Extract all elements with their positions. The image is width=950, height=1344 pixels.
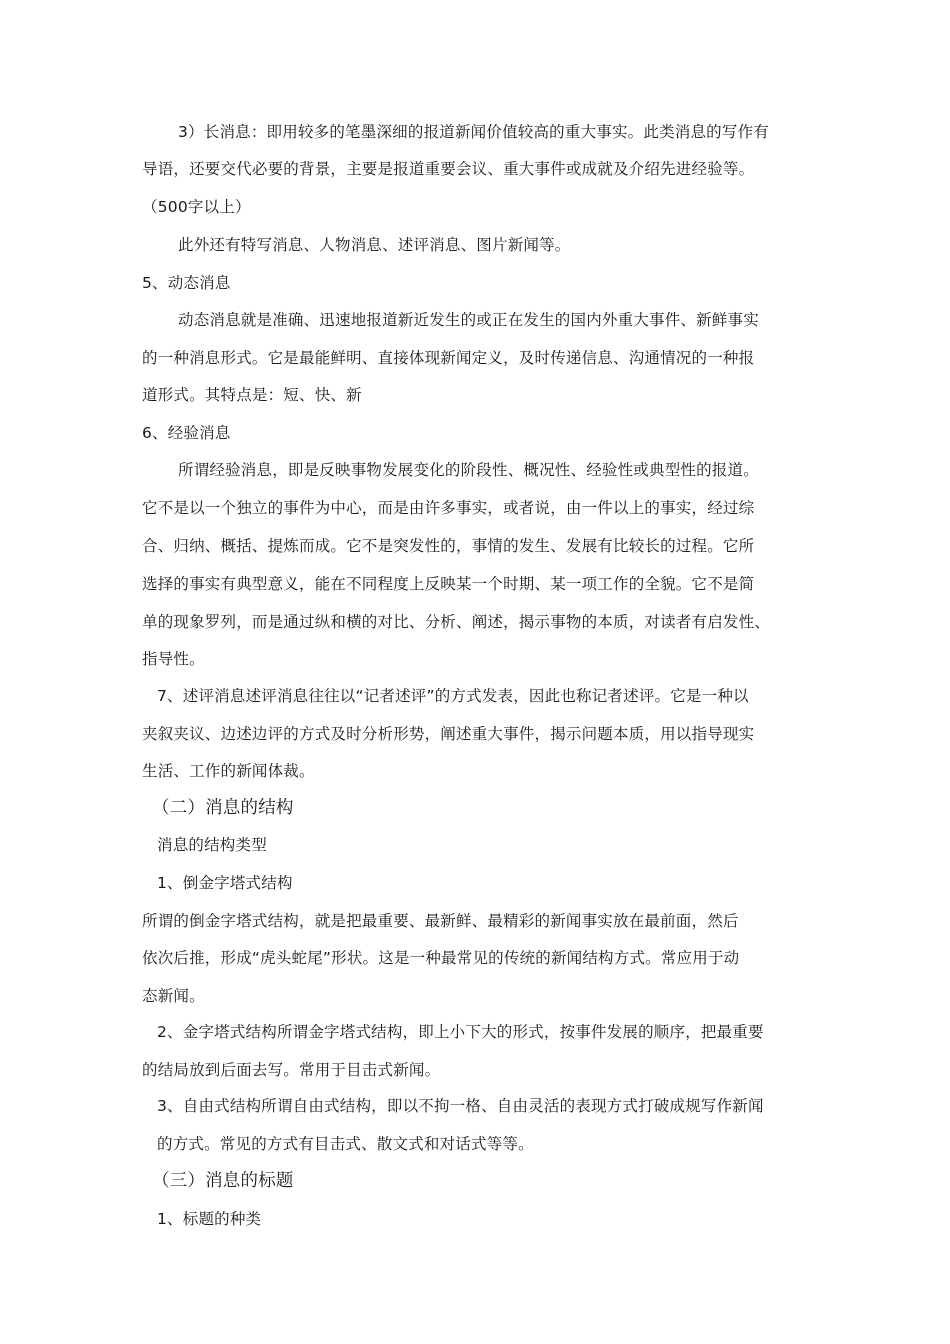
paragraph-long-news-line-3: （500字以上） <box>142 198 251 216</box>
paragraph-inverted-pyramid-line-3: 态新闻。 <box>142 987 205 1005</box>
paragraph-long-news-line-2: 导语，还要交代必要的背景，主要是报道重要会议、重大事件或成就及介绍先进经验等。 <box>142 160 755 178</box>
paragraph-experience-news-line-4: 选择的事实有典型意义，能在不同程度上反映某一个时期、某一项工作的全貌。它不是简 <box>142 575 755 593</box>
paragraph-pyramid-line-2: 的结局放到后面去写。常用于目击式新闻。 <box>142 1061 441 1079</box>
paragraph-dynamic-news-line-2: 的一种消息形式。它是最能鲜明、直接体现新闻定义，及时传递信息、沟通情况的一种报 <box>142 349 755 367</box>
heading-experience-news: 6、经验消息 <box>142 424 231 442</box>
heading-inverted-pyramid: 1、倒金字塔式结构 <box>157 874 293 892</box>
paragraph-commentary-news-line-2: 夹叙夹议、边述边评的方式及时分析形势，阐述重大事件，揭示问题本质，用以指导现实 <box>142 725 755 743</box>
paragraph-experience-news-line-5: 单的现象罗列，而是通过纵和横的对比、分析、阐述，揭示事物的本质，对读者有启发性、 <box>142 613 771 631</box>
paragraph-experience-news-line-3: 合、归纳、概括、提炼而成。它不是突发性的，事情的发生、发展有比较长的过程。它所 <box>142 537 755 555</box>
paragraph-commentary-news-line-3: 生活、工作的新闻体裁。 <box>142 762 315 780</box>
paragraph-experience-news-line-1: 所谓经验消息，即是反映事物发展变化的阶段性、概况性、经验性或典型性的报道。 <box>178 461 759 479</box>
heading-title-types: 1、标题的种类 <box>157 1210 262 1228</box>
section-heading-structure: （二）消息的结构 <box>152 798 294 818</box>
paragraph-experience-news-line-2: 它不是以一个独立的事件为中心，而是由许多事实，或者说，由一件以上的事实，经过综 <box>142 499 755 517</box>
paragraph-inverted-pyramid-line-1: 所谓的倒金字塔式结构，就是把最重要、最新鲜、最精彩的新闻事实放在最前面，然后 <box>142 912 739 930</box>
paragraph-free-style-line-2: 的方式。常见的方式有目击式、散文式和对话式等等。 <box>157 1135 534 1153</box>
paragraph-dynamic-news-line-1: 动态消息就是准确、迅速地报道新近发生的或正在发生的国内外重大事件、新鲜事实 <box>178 311 759 329</box>
paragraph-inverted-pyramid-line-2: 依次后推，形成“虎头蛇尾”形状。这是一种最常见的传统的新闻结构方式。常应用于动 <box>142 949 740 967</box>
paragraph-pyramid-line-1: 2、金字塔式结构所谓金字塔式结构，即上小下大的形式，按事件发展的顺序，把最重要 <box>157 1023 764 1041</box>
paragraph-commentary-news-line-1: 7、述评消息述评消息往往以“记者述评”的方式发表，因此也称记者述评。它是一种以 <box>157 687 749 705</box>
structure-types-label: 消息的结构类型 <box>157 836 267 854</box>
paragraph-dynamic-news-line-3: 道形式。其特点是：短、快、新 <box>142 386 362 404</box>
heading-dynamic-news: 5、动态消息 <box>142 274 231 292</box>
paragraph-other-types: 此外还有特写消息、人物消息、述评消息、图片新闻等。 <box>178 236 571 254</box>
paragraph-long-news-line-1: 3）长消息：即用较多的笔墨深细的报道新闻价值较高的重大事实。此类消息的写作有 <box>178 123 769 141</box>
paragraph-free-style-line-1: 3、自由式结构所谓自由式结构，即以不拘一格、自由灵活的表现方式打破成规写作新闻 <box>157 1097 764 1115</box>
section-heading-title: （三）消息的标题 <box>152 1171 294 1191</box>
paragraph-experience-news-line-6: 指导性。 <box>142 650 205 668</box>
